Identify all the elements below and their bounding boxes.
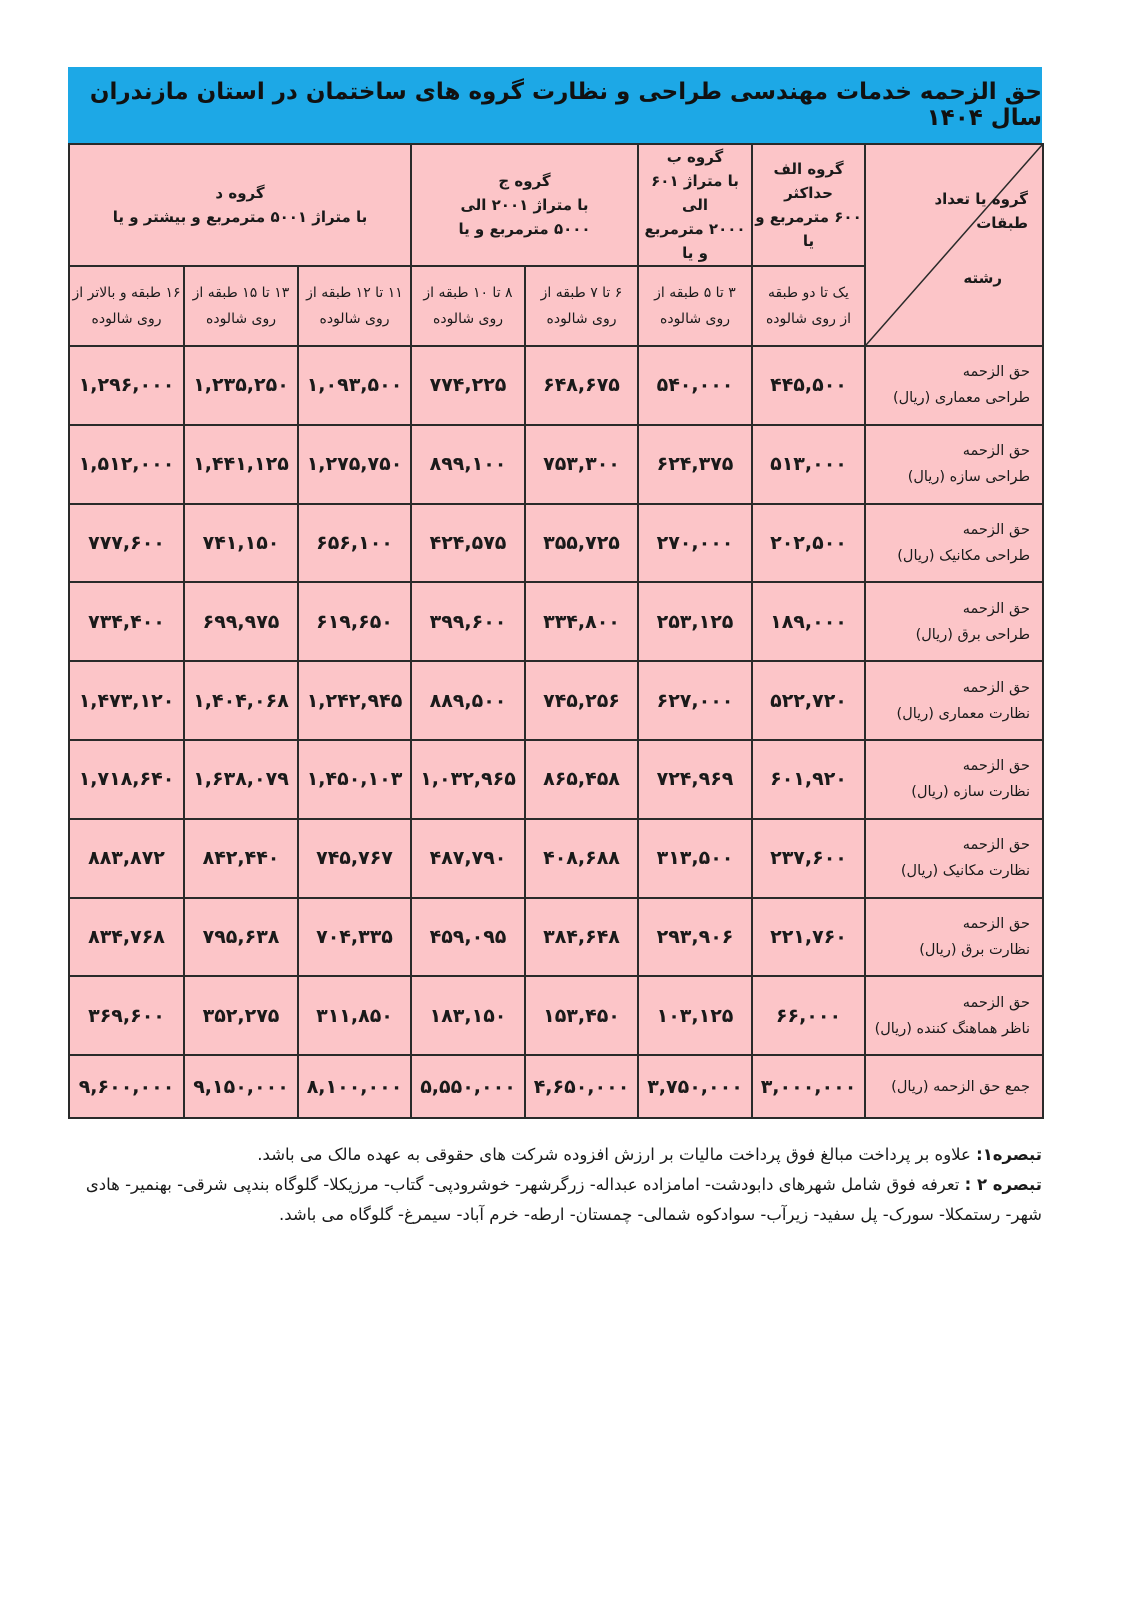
group-header-d: گروه د با متراژ ۵۰۰۱ مترمربع و بیشتر و یا — [69, 144, 411, 266]
fee-value-cell: ۷۹۵,۶۳۸ — [184, 898, 298, 977]
fee-value-cell: ۶۹۹,۹۷۵ — [184, 582, 298, 661]
fee-value-cell: ۱,۴۵۰,۱۰۳ — [298, 740, 411, 819]
row-label: حق الزحمه طراحی مکانیک (ریال) — [865, 504, 1043, 583]
fee-value-cell: ۱,۶۳۸,۰۷۹ — [184, 740, 298, 819]
row-label: حق الزحمه نظارت مکانیک (ریال) — [865, 819, 1043, 898]
fee-value-cell: ۳۱۳,۵۰۰ — [638, 819, 752, 898]
total-value: ۹,۶۰۰,۰۰۰ — [69, 1055, 184, 1118]
total-value: ۳,۰۰۰,۰۰۰ — [752, 1055, 865, 1118]
table-row — [69, 661, 1043, 740]
fee-value-cell: ۳۸۴,۶۴۸ — [525, 898, 638, 977]
fee-value-cell: ۸۶۵,۴۵۸ — [525, 740, 638, 819]
fee-value-cell: ۱۰۳,۱۲۵ — [638, 976, 752, 1055]
fee-value-cell: ۲۲۱,۷۶۰ — [752, 898, 865, 977]
row-label: حق الزحمه نظارت سازه (ریال) — [865, 740, 1043, 819]
fee-value-cell: ۷۳۴,۴۰۰ — [69, 582, 184, 661]
fee-value-cell: ۵۱۳,۰۰۰ — [752, 425, 865, 504]
fee-value-cell: ۶۲۴,۳۷۵ — [638, 425, 752, 504]
fee-value-cell: ۶۴۸,۶۷۵ — [525, 346, 638, 425]
fee-value-cell: ۲۷۰,۰۰۰ — [638, 504, 752, 583]
fee-value-cell: ۶۱۹,۶۵۰ — [298, 582, 411, 661]
fee-value-cell: ۸۸۹,۵۰۰ — [411, 661, 525, 740]
fee-value-cell: ۶۵۶,۱۰۰ — [298, 504, 411, 583]
fee-value-cell: ۳۳۴,۸۰۰ — [525, 582, 638, 661]
row-label: حق الزحمه ناظر هماهنگ کننده (ریال) — [865, 976, 1043, 1055]
page-title: حق الزحمه خدمات مهندسی طراحی و نظارت گروه های ساختمان در استان مازندران سال ۱۴۰۴ — [68, 67, 1042, 143]
floor-header-3: ۶ تا ۷ طبقه از روی شالوده — [525, 266, 638, 346]
fee-value-cell: ۷۲۴,۹۶۹ — [638, 740, 752, 819]
fee-value-cell: ۷۷۴,۲۲۵ — [411, 346, 525, 425]
fee-value-cell: ۲۵۳,۱۲۵ — [638, 582, 752, 661]
group-header-c: گروه ج با متراژ ۲۰۰۱ الی ۵۰۰۰ مترمربع و یا — [411, 144, 638, 266]
fee-value-cell: ۶۰۱,۹۲۰ — [752, 740, 865, 819]
fee-value-cell: ۱۵۳,۴۵۰ — [525, 976, 638, 1055]
fee-value-cell: ۴۰۸,۶۸۸ — [525, 819, 638, 898]
group-header-b: گروه ب با متراژ ۶۰۱ الی ۲۰۰۰ مترمربع و یا — [638, 144, 752, 266]
fee-value-cell: ۸۴۲,۴۴۰ — [184, 819, 298, 898]
row-label: حق الزحمه طراحی معماری (ریال) — [865, 346, 1043, 425]
fee-value-cell: ۷۴۵,۲۵۶ — [525, 661, 638, 740]
diagonal-divider-icon — [866, 145, 1042, 345]
group-header-a: گروه الف حداکثر ۶۰۰ مترمربع و یا — [752, 144, 865, 266]
fee-value-cell: ۱,۲۹۶,۰۰۰ — [69, 346, 184, 425]
fee-value-cell: ۲۳۷,۶۰۰ — [752, 819, 865, 898]
table-row — [69, 819, 1043, 898]
table-row — [69, 425, 1043, 504]
fee-value-cell: ۱,۴۷۳,۱۲۰ — [69, 661, 184, 740]
fee-value-cell: ۷۰۴,۳۳۵ — [298, 898, 411, 977]
total-value: ۹,۱۵۰,۰۰۰ — [184, 1055, 298, 1118]
fee-value-cell: ۱,۰۳۲,۹۶۵ — [411, 740, 525, 819]
fee-value-cell: ۸۳۴,۷۶۸ — [69, 898, 184, 977]
table-row — [69, 582, 1043, 661]
table-row — [69, 504, 1043, 583]
floor-header-5: ۱۱ تا ۱۲ طبقه از روی شالوده — [298, 266, 411, 346]
total-value: ۸,۱۰۰,۰۰۰ — [298, 1055, 411, 1118]
corner-header-cell — [865, 144, 1043, 346]
row-label: حق الزحمه طراحی سازه (ریال) — [865, 425, 1043, 504]
fee-value-cell: ۷۵۳,۳۰۰ — [525, 425, 638, 504]
fee-value-cell: ۲۰۲,۵۰۰ — [752, 504, 865, 583]
note-1: تبصره۱: علاوه بر پرداخت مبالغ فوق پرداخت مالیات بر ارزش افزوده شرکت های حقوقی به عهده مالک می باشد. — [257, 1145, 1042, 1164]
fee-value-cell: ۳۶۹,۶۰۰ — [69, 976, 184, 1055]
note-2: تبصره ۲ : تعرفه فوق شامل شهرهای دابودشت- امامزاده عبداله- زرگرشهر- خوشرودپی- گتاب- مرزیکلا- گلوگاه بندپی شرقی- بهنمیر- هادی شهر- رستمکلا- سورک- پل سفید- زیرآب- سوادکوه شمالی- چمستان- ارطه- خرم آباد- سیمرغ- گلوگاه می باشد. — [85, 1175, 1042, 1224]
fee-value-cell: ۸۸۳,۸۷۲ — [69, 819, 184, 898]
table-row — [69, 976, 1043, 1055]
table-row — [69, 898, 1043, 977]
fee-value-cell: ۴۲۴,۵۷۵ — [411, 504, 525, 583]
fee-value-cell: ۵۲۲,۷۲۰ — [752, 661, 865, 740]
notes-section — [68, 1140, 1042, 1230]
total-row — [69, 1055, 1043, 1118]
row-label: حق الزحمه طراحی برق (ریال) — [865, 582, 1043, 661]
fee-value-cell: ۱,۲۴۲,۹۴۵ — [298, 661, 411, 740]
fee-value-cell: ۴۸۷,۷۹۰ — [411, 819, 525, 898]
floor-header-1: یک تا دو طبقه از روی شالوده — [752, 266, 865, 346]
group-header-row — [69, 144, 1043, 266]
fee-value-cell: ۱۸۳,۱۵۰ — [411, 976, 525, 1055]
floor-header-2: ۳ تا ۵ طبقه از روی شالوده — [638, 266, 752, 346]
fee-value-cell: ۷۴۱,۱۵۰ — [184, 504, 298, 583]
fee-value-cell: ۳۱۱,۸۵۰ — [298, 976, 411, 1055]
fee-value-cell: ۵۴۰,۰۰۰ — [638, 346, 752, 425]
corner-bottom-label: رشته — [963, 269, 1002, 287]
fee-value-cell: ۱,۰۹۳,۵۰۰ — [298, 346, 411, 425]
fee-value-cell: ۶۶,۰۰۰ — [752, 976, 865, 1055]
fee-value-cell: ۱,۲۷۵,۷۵۰ — [298, 425, 411, 504]
fee-value-cell: ۱,۲۳۵,۲۵۰ — [184, 346, 298, 425]
fee-value-cell: ۳۵۲,۲۷۵ — [184, 976, 298, 1055]
floor-header-7: ۱۶ طبقه و بالاتر از روی شالوده — [69, 266, 184, 346]
row-label: حق الزحمه نظارت معماری (ریال) — [865, 661, 1043, 740]
fee-table — [68, 143, 1044, 1119]
fee-value-cell: ۱۸۹,۰۰۰ — [752, 582, 865, 661]
fee-value-cell: ۷۷۷,۶۰۰ — [69, 504, 184, 583]
fee-rows — [69, 346, 1043, 1055]
fee-value-cell: ۴۴۵,۵۰۰ — [752, 346, 865, 425]
fee-value-cell: ۶۲۷,۰۰۰ — [638, 661, 752, 740]
total-value: ۵,۵۵۰,۰۰۰ — [411, 1055, 525, 1118]
fee-value-cell: ۳۵۵,۷۲۵ — [525, 504, 638, 583]
fee-value-cell: ۳۹۹,۶۰۰ — [411, 582, 525, 661]
fee-value-cell: ۸۹۹,۱۰۰ — [411, 425, 525, 504]
floor-header-4: ۸ تا ۱۰ طبقه از روی شالوده — [411, 266, 525, 346]
fee-value-cell: ۱,۴۴۱,۱۲۵ — [184, 425, 298, 504]
fee-value-cell: ۷۴۵,۷۶۷ — [298, 819, 411, 898]
fee-value-cell: ۱,۴۰۴,۰۶۸ — [184, 661, 298, 740]
corner-top-label: گروه یا تعداد طبقات — [934, 190, 1028, 232]
floor-header-6: ۱۳ تا ۱۵ طبقه از روی شالوده — [184, 266, 298, 346]
fee-value-cell: ۲۹۳,۹۰۶ — [638, 898, 752, 977]
total-label: جمع حق الزحمه (ریال) — [865, 1055, 1043, 1118]
total-value: ۴,۶۵۰,۰۰۰ — [525, 1055, 638, 1118]
fee-value-cell: ۱,۵۱۲,۰۰۰ — [69, 425, 184, 504]
table-row — [69, 346, 1043, 425]
fee-value-cell: ۴۵۹,۰۹۵ — [411, 898, 525, 977]
fee-value-cell: ۱,۷۱۸,۶۴۰ — [69, 740, 184, 819]
total-value: ۳,۷۵۰,۰۰۰ — [638, 1055, 752, 1118]
table-row — [69, 740, 1043, 819]
fee-sheet — [68, 67, 1042, 1119]
row-label: حق الزحمه نظارت برق (ریال) — [865, 898, 1043, 977]
